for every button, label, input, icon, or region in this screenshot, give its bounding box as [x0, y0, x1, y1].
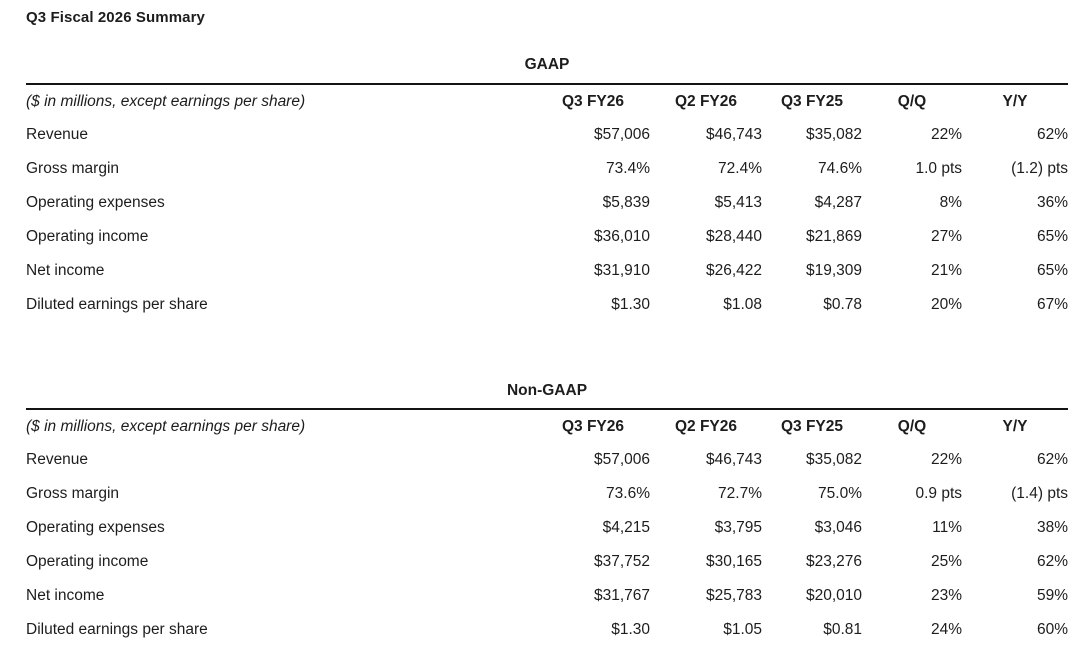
non-gaap-heading: Non-GAAP — [506, 382, 588, 399]
cell-value: 65% — [1036, 228, 1068, 245]
cell-value: $35,082 — [805, 451, 862, 468]
cell-value: $0.81 — [823, 621, 862, 638]
cell-value: $1.08 — [723, 296, 762, 313]
row-label: Gross margin — [26, 160, 120, 177]
cell-value: $20,010 — [805, 587, 862, 604]
cell-value: $5,413 — [714, 194, 762, 211]
cell-value: $1.05 — [723, 621, 762, 638]
cell-value: $31,910 — [593, 262, 650, 279]
cell-value: 65% — [1036, 262, 1068, 279]
cell-value: 25% — [930, 553, 962, 570]
cell-value: 20% — [930, 296, 962, 313]
column-header-qq: Q/Q — [862, 409, 962, 443]
cell-value: 60% — [1036, 621, 1068, 638]
row-label: Net income — [26, 262, 105, 279]
row-label: Operating income — [26, 553, 149, 570]
cell-value: $35,082 — [805, 126, 862, 143]
cell-value: 74.6% — [818, 160, 862, 177]
cell-value: 22% — [930, 126, 962, 143]
table-row — [26, 443, 1068, 477]
table-row — [26, 613, 1068, 647]
cell-value: $19,309 — [805, 262, 862, 279]
table-row — [26, 186, 1068, 220]
column-header-q3fy26: Q3 FY26 — [536, 409, 650, 443]
cell-value: $1.30 — [611, 296, 650, 313]
cell-value: 72.7% — [718, 485, 762, 502]
cell-value: 73.6% — [606, 485, 650, 502]
row-label: Operating expenses — [26, 519, 165, 536]
cell-value: $57,006 — [593, 451, 650, 468]
cell-value: $3,046 — [814, 519, 862, 536]
non-gaap-table-header — [26, 409, 1068, 443]
cell-value: 21% — [930, 262, 962, 279]
column-header-q2fy26: Q2 FY26 — [650, 409, 762, 443]
cell-value: $26,422 — [705, 262, 762, 279]
header-row — [26, 409, 1068, 443]
table-row — [26, 118, 1068, 152]
cell-value: (1.2) pts — [1011, 160, 1068, 177]
column-header-q3fy25: Q3 FY25 — [762, 84, 862, 118]
cell-value: 59% — [1036, 587, 1068, 604]
cell-value: $21,869 — [805, 228, 862, 245]
cell-value: $1.30 — [611, 621, 650, 638]
table-row — [26, 545, 1068, 579]
table-row — [26, 220, 1068, 254]
cell-value: 27% — [930, 228, 962, 245]
table-row — [26, 477, 1068, 511]
gaap-table-header — [26, 84, 1068, 118]
cell-value: 24% — [930, 621, 962, 638]
cell-value: 23% — [930, 587, 962, 604]
cell-value: $23,276 — [805, 553, 862, 570]
row-label: Diluted earnings per share — [26, 296, 208, 313]
header-row — [26, 84, 1068, 118]
cell-value: 62% — [1036, 553, 1068, 570]
cell-value: 73.4% — [606, 160, 650, 177]
column-header-yy: Y/Y — [962, 409, 1068, 443]
column-header-yy: Y/Y — [962, 84, 1068, 118]
cell-value: $46,743 — [705, 451, 762, 468]
cell-value: 67% — [1036, 296, 1068, 313]
cell-value: 36% — [1036, 194, 1068, 211]
table-row — [26, 152, 1068, 186]
page-title: Q3 Fiscal 2026 Summary — [26, 9, 205, 26]
cell-value: $31,767 — [593, 587, 650, 604]
column-header-qq: Q/Q — [862, 84, 962, 118]
cell-value: $5,839 — [602, 194, 650, 211]
cell-value: $0.78 — [823, 296, 862, 313]
cell-value: $46,743 — [705, 126, 762, 143]
cell-value: 1.0 pts — [915, 160, 962, 177]
gaap-table — [26, 83, 1068, 322]
cell-value: $28,440 — [705, 228, 762, 245]
cell-value: 11% — [932, 519, 962, 536]
cell-value: $57,006 — [593, 126, 650, 143]
cell-value: (1.4) pts — [1011, 485, 1068, 502]
cell-value: $25,783 — [705, 587, 762, 604]
row-label: Operating income — [26, 228, 149, 245]
column-header-q2fy26: Q2 FY26 — [650, 84, 762, 118]
row-label: Net income — [26, 587, 105, 604]
gaap-table-body — [26, 118, 1068, 322]
gaap-heading: GAAP — [524, 56, 570, 73]
column-header-q3fy26: Q3 FY26 — [536, 84, 650, 118]
row-label: Operating expenses — [26, 194, 165, 211]
row-label: Diluted earnings per share — [26, 621, 208, 638]
cell-value: 62% — [1036, 126, 1068, 143]
cell-value: 38% — [1036, 519, 1068, 536]
row-label: Revenue — [26, 126, 89, 143]
table-row — [26, 511, 1068, 545]
non-gaap-table-body — [26, 443, 1068, 647]
cell-value: $36,010 — [593, 228, 650, 245]
cell-value: 72.4% — [718, 160, 762, 177]
column-header-q3fy25: Q3 FY25 — [762, 409, 862, 443]
tables-container — [26, 55, 1068, 647]
cell-value: $30,165 — [705, 553, 762, 570]
cell-value: $4,215 — [602, 519, 650, 536]
row-label: Gross margin — [26, 485, 120, 502]
table-row — [26, 254, 1068, 288]
row-label: Revenue — [26, 451, 89, 468]
cell-value: 0.9 pts — [915, 485, 962, 502]
table-row — [26, 288, 1068, 322]
table-row — [26, 579, 1068, 613]
non-gaap-table — [26, 408, 1068, 647]
units-note: ($ in millions, except earnings per share) — [26, 84, 536, 118]
cell-value: 22% — [930, 451, 962, 468]
units-note: ($ in millions, except earnings per share) — [26, 409, 536, 443]
cell-value: 75.0% — [818, 485, 862, 502]
cell-value: $3,795 — [714, 519, 762, 536]
cell-value: 8% — [939, 194, 962, 211]
cell-value: $4,287 — [814, 194, 862, 211]
cell-value: $37,752 — [593, 553, 650, 570]
cell-value: 62% — [1036, 451, 1068, 468]
